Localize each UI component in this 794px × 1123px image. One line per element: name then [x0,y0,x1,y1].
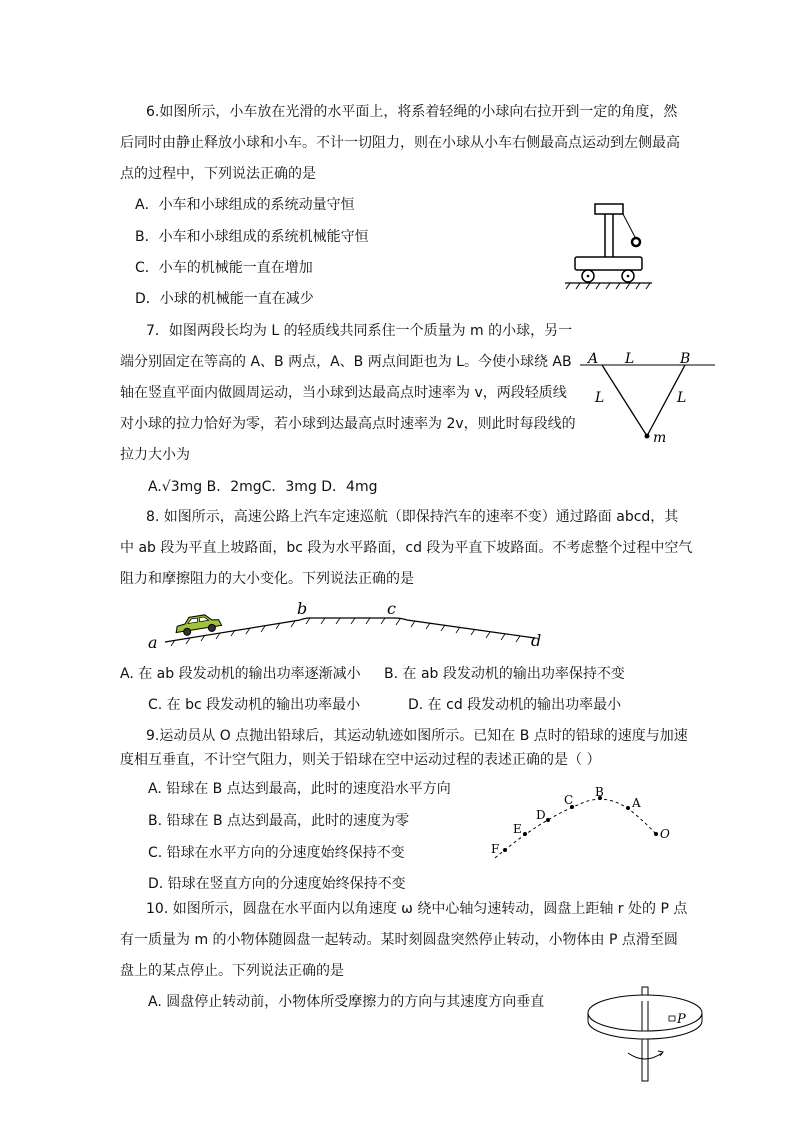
point-b-label: B [595,785,604,799]
length-l-label-right: L [677,390,687,406]
two-string-figure [580,348,720,448]
q7-line-3: 轴在竖直平面内做圆周运动，当小球到达最高点时速率为 v，两段轻质线 [120,385,567,401]
q9-option-d: D. 铅球在竖直方向的分速度始终保持不变 [148,876,406,892]
q6-option-c: C．小车的机械能一直在增加 [135,260,313,276]
rotating-disk-figure [580,985,710,1085]
point-p-label: P [677,1012,686,1027]
point-f-label: F [491,842,500,856]
q10-line-3: 盘上的某点停止。下列说法正确的是 [120,963,344,979]
point-b-label: B [680,351,691,367]
q9-line-1: 9.运动员从 O 点抛出铅球后，其运动轨迹如图所示。已知在 B 点时的铅球的速度与加速 [146,728,688,744]
q7-line-4: 对小球的拉力恰好为零，若小球到达最高点时速率为 2v，则此时每段线的 [120,416,576,432]
q8-line-3: 阻力和摩擦阻力的大小变化。下列说法正确的是 [120,571,414,587]
trajectory-figure [480,780,680,870]
q8-option-b: B. 在 ab 段发动机的输出功率保持不变 [384,666,625,682]
q10-option-a: A. 圆盘停止转动前，小物体所受摩擦力的方向与其速度方向垂直 [148,994,545,1010]
mass-m-label: m [653,430,667,446]
point-a-label: a [148,633,158,652]
q7-options: A.√3mg B．2mgC．3mg D．4mg [148,479,378,495]
q6-line-1: 6.如图所示，小车放在光滑的水平面上，将系着轻绳的小球向右拉开到一定的角度，然 [146,104,678,120]
point-e-label: E [513,822,522,836]
q6-option-a: A．小车和小球组成的系统动量守恒 [135,197,355,213]
q10-line-1: 10. 如图所示，圆盘在水平面内以角速度 ω 绕中心轴匀速转动，圆盘上距轴 r 处的 P 点 [146,901,688,917]
q8-line-2: 中 ab 段为平直上坡路面，bc 段为水平路面，cd 段为平直下坡路面。不考虑整个过程中空气 [120,540,693,556]
q8-line-1: 8. 如图所示，高速公路上汽车定速巡航（即保持汽车的速率不变）通过路面 abcd，其 [146,509,679,525]
q7-line-5: 拉力大小为 [120,447,190,463]
q8-option-a: A. 在 ab 段发动机的输出功率逐渐减小 [120,666,361,682]
q7-line-2: 端分别固定在等高的 A、B 两点，A、B 两点间距也为 L。今使小球绕 AB [120,354,572,370]
cart-pendulum-figure [560,195,660,295]
length-l-label-top: L [625,351,635,367]
q8-option-c: C. 在 bc 段发动机的输出功率最小 [148,697,361,713]
q8-option-d: D. 在 cd 段发动机的输出功率最小 [408,697,622,713]
point-d-label: d [531,631,542,650]
point-c-label: c [387,599,396,618]
q6-line-3: 点的过程中，下列说法正确的是 [120,166,316,182]
q6-option-d: D．小球的机械能一直在减少 [135,291,314,307]
point-b-label: b [297,599,308,618]
q9-option-b: B. 铅球在 B 点达到最高，此时的速度为零 [148,813,410,829]
q9-option-c: C. 铅球在水平方向的分速度始终保持不变 [148,845,405,861]
road-profile-figure [145,598,555,656]
point-a-label: A [588,351,599,367]
q9-option-a: A. 铅球在 B 点达到最高，此时的速度沿水平方向 [148,781,451,797]
q10-line-2: 有一质量为 m 的小物体随圆盘一起转动。某时刻圆盘突然停止转动，小物体由 P 点滑至圆 [120,932,678,948]
length-l-label-left: L [595,390,605,406]
q6-option-b: B．小车和小球组成的系统机械能守恒 [135,229,369,245]
q7-line-1: 7．如图两段长均为 L 的轻质线共同系住一个质量为 m 的小球，另一 [146,323,573,339]
point-c-label: C [564,793,574,807]
point-o-label: O [660,827,670,841]
q9-line-2: 度相互垂直，不计空气阻力，则关于铅球在空中运动过程的表述正确的是（ ） [120,752,601,768]
point-d-label: D [536,808,546,822]
q6-line-2: 后同时由静止释放小球和小车。不计一切阻力，则在小球从小车右侧最高点运动到左侧最高 [120,135,680,151]
point-a-label: A [632,796,641,810]
